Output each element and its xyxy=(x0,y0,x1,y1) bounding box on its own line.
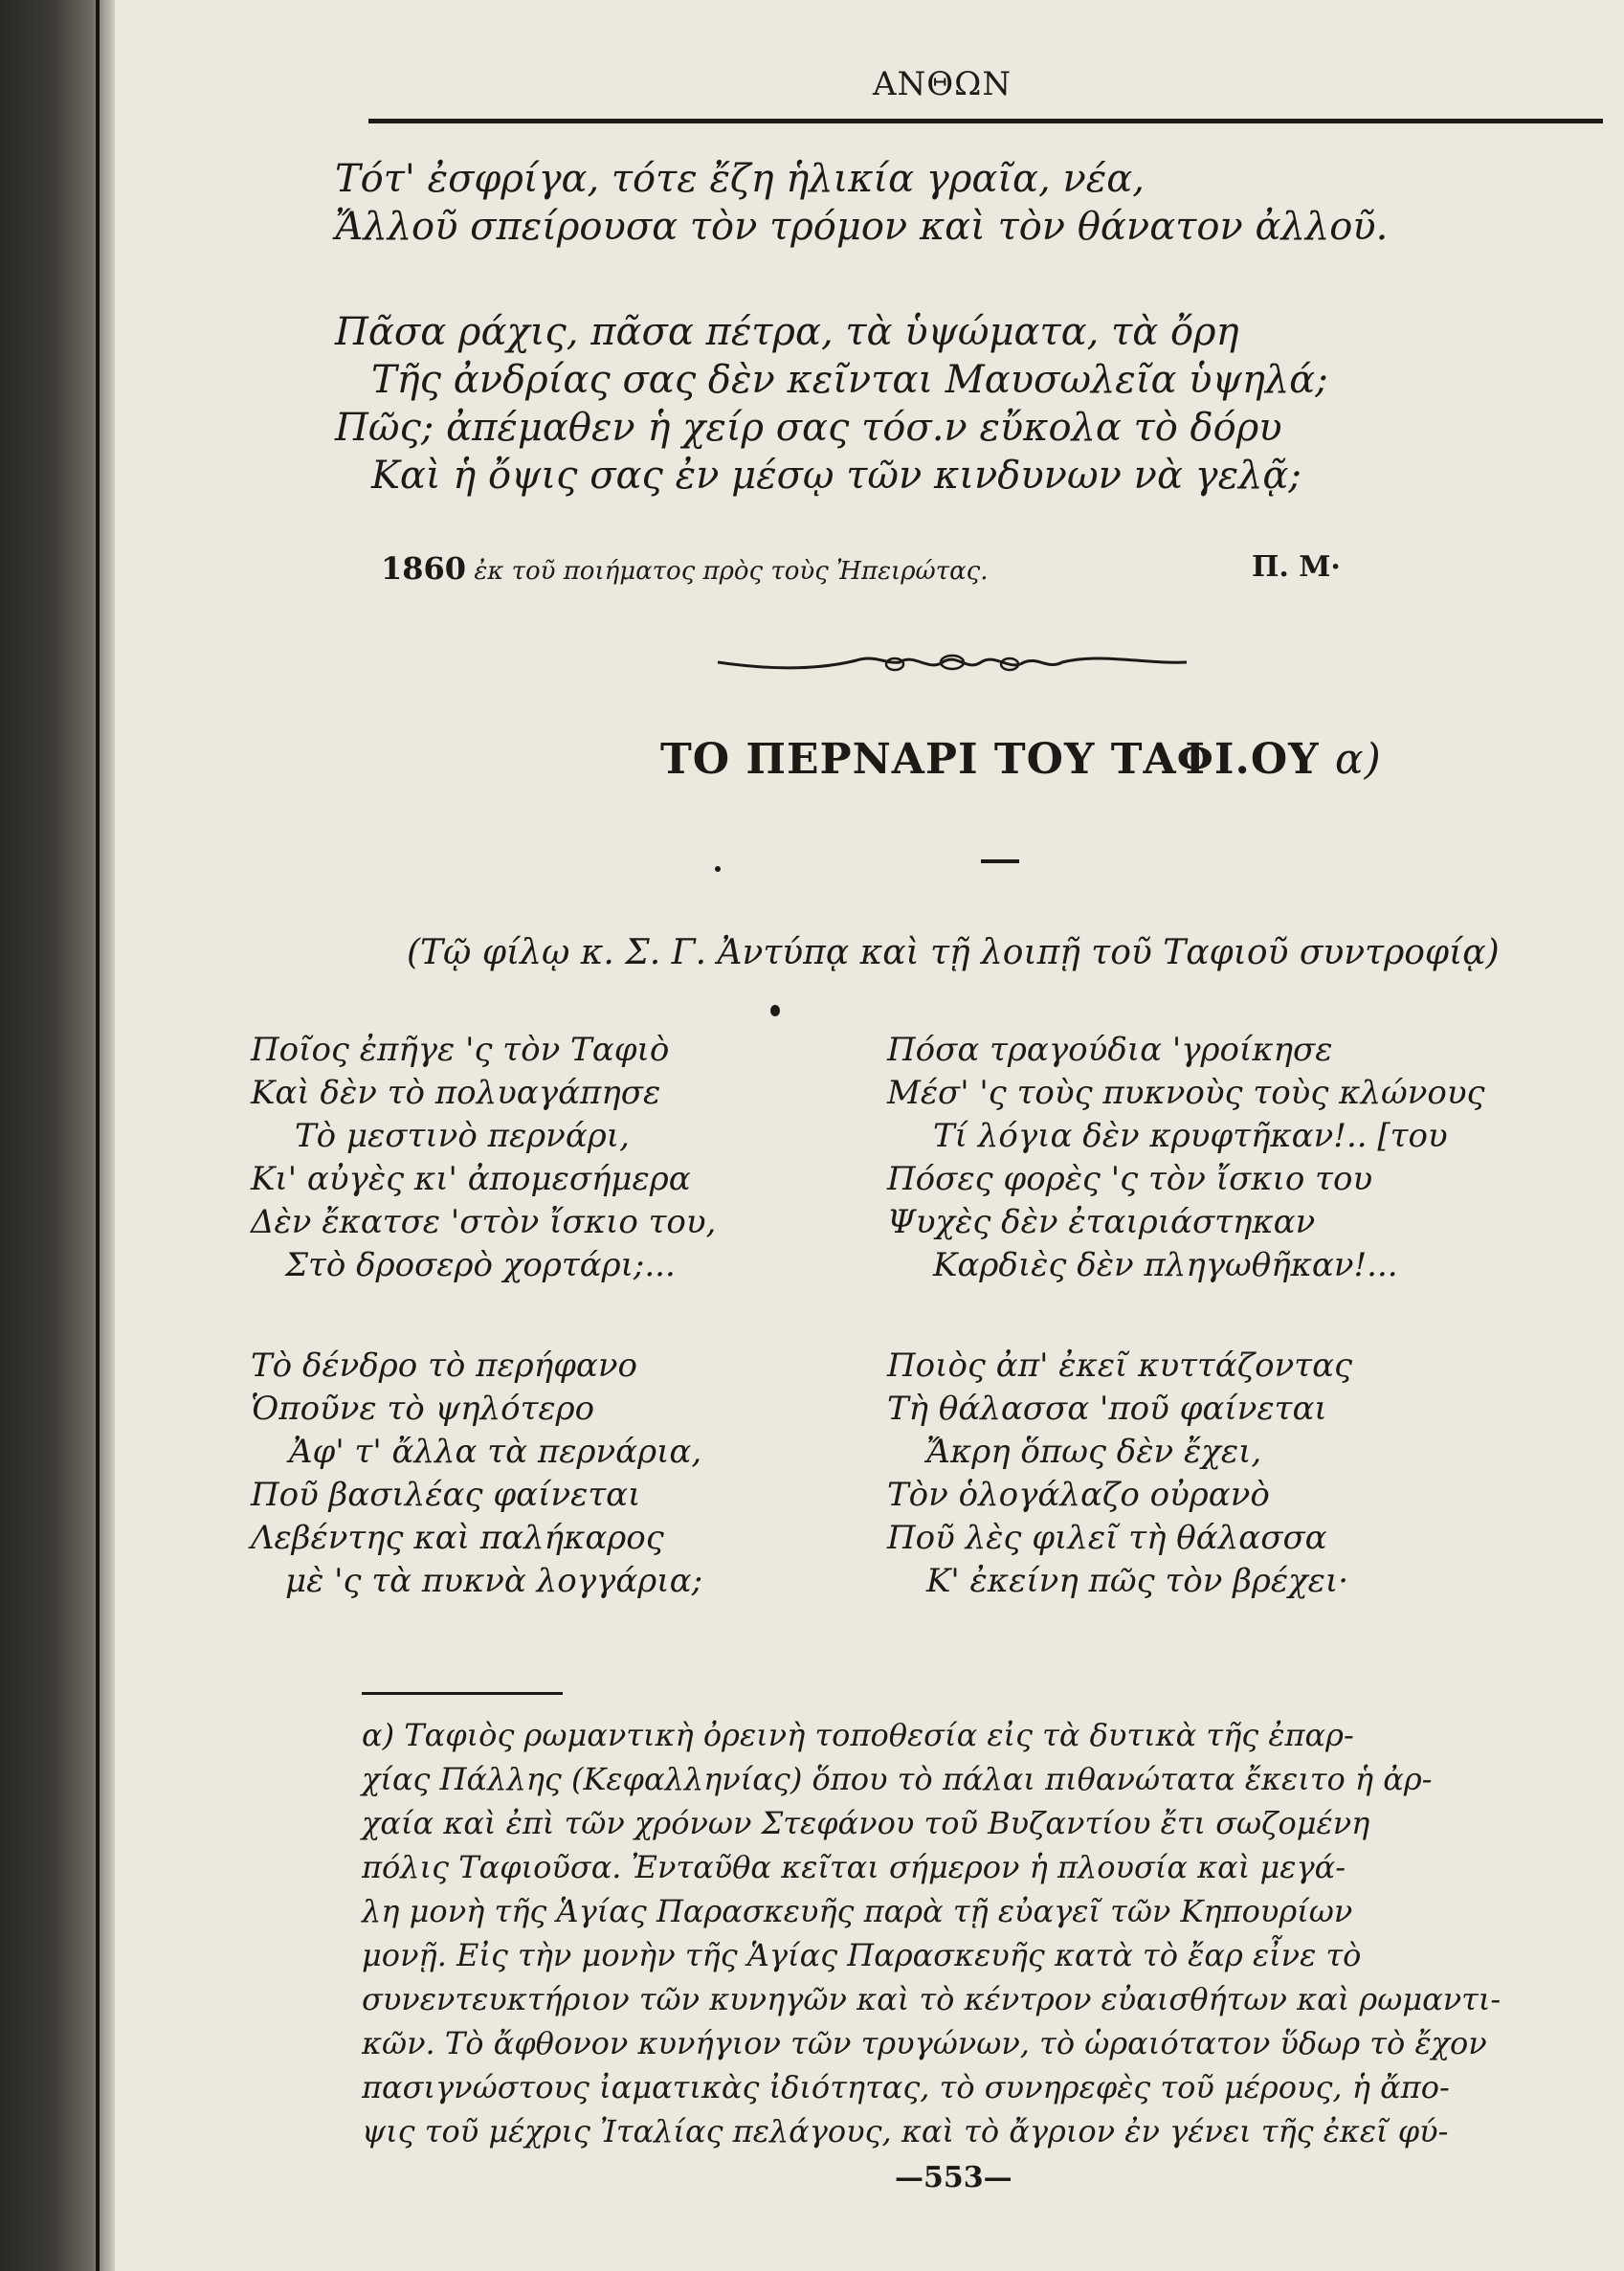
right-verse-line: Πόσα τραγούδια 'γροίκησε xyxy=(887,1031,1333,1069)
left-verse-line: Τὸ δένδρο τὸ περήφανο xyxy=(251,1347,638,1385)
verse-line: Ἄλλοῦ σπείρουσα τὸν τρόμον καὶ τὸν θάνατον ἀλλοῦ. xyxy=(335,205,1389,249)
footnote-line: συνεντευκτήριον τῶν κυνηγῶν καὶ τὸ κέντρον εὐαισθήτων καὶ ρωμαντι- xyxy=(362,1981,1502,2017)
attribution-year: 1860 xyxy=(381,550,467,587)
verse-line: Καὶ ἡ ὄψις σας ἐν μέσῳ τῶν κινδυνων νὰ γελᾷ; xyxy=(371,454,1301,498)
running-head: ΑΝΘΩΝ xyxy=(873,65,1012,103)
page-number: —553— xyxy=(895,2161,1012,2194)
right-verse-line: Πόσες φορὲς 'ς τὸν ἴσκιο του xyxy=(887,1160,1373,1198)
right-verse-line: Ποιὸς ἀπ' ἐκεῖ κυττάζοντας xyxy=(887,1347,1353,1385)
footnote xyxy=(362,1713,1596,2153)
right-verse-line: Μέσ' 'ς τοὺς πυκνοὺς τοὺς κλώνους xyxy=(887,1074,1485,1112)
left-verse-line: Κι' αὐγὲς κι' ἀπομεσήμερα xyxy=(251,1160,691,1198)
verse-line: Πῶς; ἀπέμαθεν ἡ χείρ σας τόσ.ν εὔκολα τὸ δόρυ xyxy=(335,406,1282,450)
book-page xyxy=(115,0,1624,2271)
right-verse-line: Τὴ θάλασσα 'ποῦ φαίνεται xyxy=(887,1390,1327,1428)
verse-line: Πᾶσα ράχις, πᾶσα πέτρα, τὰ ὑψώματα, τὰ ὄρη xyxy=(335,310,1239,354)
left-verse-line: Δὲν ἔκατσε 'στὸν ἴσκιο του, xyxy=(251,1203,717,1241)
right-verse-line: Ἄκρη ὅπως δὲν ἔχει, xyxy=(926,1433,1262,1471)
verse-line: Τῆς ἀνδρίας σας δὲν κεῖνται Μαυσωλεῖα ὑψηλά; xyxy=(371,358,1328,402)
ornament-divider xyxy=(713,643,1191,685)
attribution-text: ἐκ τοῦ ποιήματος πρὸς τοὺς Ἠπειρώτας. xyxy=(474,557,989,586)
right-verse-line: Ψυχὲς δὲν ἐταιριάστηκαν xyxy=(887,1203,1316,1241)
verse-line: Τότ' ἐσφρίγα, τότε ἔζη ἡλικία γραῖα, νέα, xyxy=(335,157,1145,201)
left-verse-line: Ποῦ βασιλέας φαίνεται xyxy=(251,1476,641,1514)
section-title-footnote-mark: α) xyxy=(1334,735,1382,784)
footnote-line: χαία καὶ ἐπὶ τῶν χρόνων Στεφάνου τοῦ Βυζαντίου ἔτι σωζομένη xyxy=(362,1805,1370,1841)
footnote-line: α) Ταφιὸς ρωμαντικὴ ὀρεινὴ τοποθεσία εἰς τὰ δυτικὰ τῆς ἐπαρ- xyxy=(362,1717,1354,1753)
right-verse-line: Τί λόγια δὲν κρυφτῆκαν!.. [του xyxy=(933,1117,1448,1155)
footnote-line: πόλις Ταφιοῦσα. Ἐνταῦθα κεῖται σήμερον ἡ πλουσία καὶ μεγά- xyxy=(362,1849,1346,1885)
poem-attribution xyxy=(381,550,989,587)
ink-speck xyxy=(715,866,721,872)
left-verse-line: Τὸ μεστινὸ περνάρι, xyxy=(295,1117,630,1155)
footnote-line: κῶν. Τὸ ἄφθονον κυνήγιον τῶν τρυγώνων, τὸ ὡραιότατον ὕδωρ τὸ ἔχον xyxy=(362,2025,1487,2061)
section-title-text: ΤΟ ΠΕΡΝΑΡΙ ΤΟΥ ΤΑΦΙ.ΟΥ xyxy=(660,735,1320,784)
footnote-line: μονῇ. Εἰς τὴν μονὴν τῆς Ἁγίας Παρασκευῆς κατὰ τὸ ἔαρ εἶνε τὸ xyxy=(362,1937,1362,1973)
right-verse-line: Ποῦ λὲς φιλεῖ τὴ θάλασσα xyxy=(887,1519,1327,1557)
title-dash xyxy=(981,859,1019,863)
footnote-rule xyxy=(362,1692,563,1695)
left-verse-line: μὲ 'ς τὰ πυκνὰ λογγάρια; xyxy=(285,1562,703,1600)
ornament-flourish-icon xyxy=(713,643,1191,681)
left-verse-line: Ὁποῦνε τὸ ψηλότερο xyxy=(251,1390,595,1428)
left-verse-line: Ποῖος ἐπῆγε 'ς τὸν Ταφιὸ xyxy=(251,1031,670,1069)
footnote-line: λη μονὴ τῆς Ἁγίας Παρασκευῆς παρὰ τῇ εὐαγεῖ τῶν Κηπουρίων xyxy=(362,1893,1353,1929)
right-verse-line: Κ' ἐκείνη πῶς τὸν βρέχει· xyxy=(926,1562,1349,1600)
footnote-line: χίας Πάλλης (Κεφαλληνίας) ὅπου τὸ πάλαι πιθανώτατα ἔκειτο ἡ ἀρ- xyxy=(362,1761,1433,1797)
right-verse-line: Τὸν ὁλογάλαζο οὐρανὸ xyxy=(887,1476,1270,1514)
right-verse-line: Καρδιὲς δὲν πληγωθῆκαν!... xyxy=(933,1246,1398,1284)
left-verse-line: Καὶ δὲν τὸ πολυαγάπησε xyxy=(251,1074,661,1112)
dedication: (Τῷ φίλῳ κ. Σ. Γ. Ἀντύπᾳ καὶ τῇ λοιπῇ τοῦ Ταφιοῦ συντροφίᾳ) xyxy=(407,933,1500,972)
ink-speck xyxy=(770,1005,780,1016)
binding-spine xyxy=(96,0,100,2271)
poem-signature: Π. Μ· xyxy=(1252,550,1341,584)
footnote-line: ψις τοῦ μέχρις Ἰταλίας πελάγους, καὶ τὸ ἄγριον ἐν γένει τῆς ἐκεῖ φύ- xyxy=(362,2113,1449,2149)
left-verse-line: Λεβέντης καὶ παλήκαρος xyxy=(251,1519,664,1557)
footnote-line: πασιγνώστους ἰαματικὰς ἰδιότητας, τὸ συνηρεφὲς τοῦ μέρους, ἡ ἄπο- xyxy=(362,2069,1450,2105)
left-verse-line: Στὸ δροσερὸ χορτάρι;... xyxy=(285,1246,676,1284)
section-title xyxy=(660,735,1382,784)
left-verse-line: Ἀφ' τ' ἄλλα τὰ περνάρια, xyxy=(289,1433,702,1471)
header-rule xyxy=(368,119,1603,123)
